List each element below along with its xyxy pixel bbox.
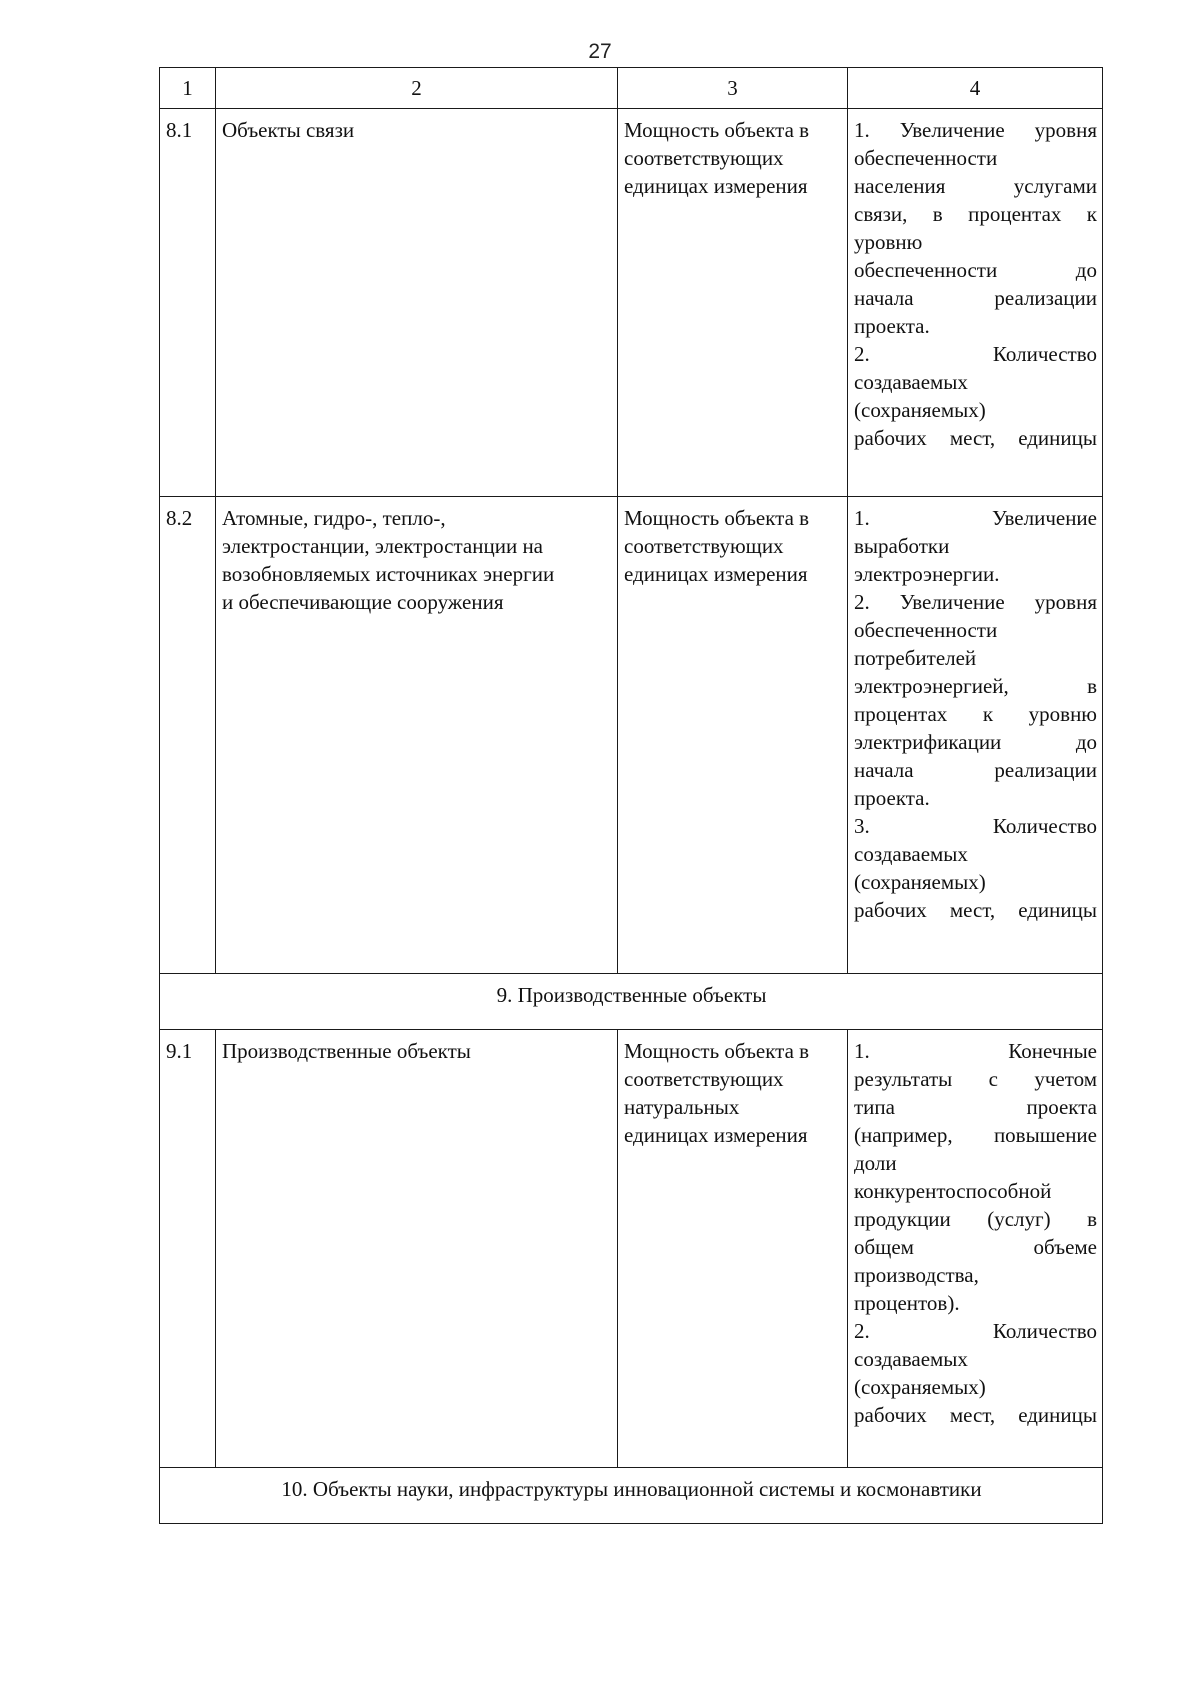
measure-line: Мощность объекта в: [624, 506, 810, 530]
result-line: рабочих мест, единицы: [854, 1403, 1097, 1427]
results-table: [159, 67, 1103, 1524]
result-line: 2. Увеличение уровня: [854, 590, 1097, 614]
measure-line: Мощность объекта в: [624, 118, 810, 142]
result-line: результаты с учетом: [854, 1067, 1097, 1091]
result-line: обеспеченности до: [854, 258, 1097, 282]
result-line: процентах к уровню: [854, 702, 1097, 726]
result-line: 1. Конечные: [854, 1039, 1097, 1063]
result-line: проекта.: [854, 314, 930, 338]
result-line: 2. Количество: [854, 1319, 1097, 1343]
measure-line: соответствующих: [624, 1067, 784, 1091]
result-line: создаваемых: [854, 370, 968, 394]
result-line: создаваемых: [854, 842, 968, 866]
result-line: выработки: [854, 534, 950, 558]
result-line: электроэнергией, в: [854, 674, 1097, 698]
result-line: рабочих мест, единицы: [854, 426, 1097, 450]
result-line: проекта.: [854, 786, 930, 810]
object-type-line: и обеспечивающие сооружения: [222, 590, 504, 614]
result-line: электрификации до: [854, 730, 1097, 754]
column-header: 3: [618, 68, 848, 109]
measure-line: единицах измерения: [624, 174, 808, 198]
page-number: 27: [588, 40, 612, 63]
result-line: электроэнергии.: [854, 562, 1000, 586]
row-number: 8.2: [160, 497, 216, 974]
result-line: продукции (услуг) в: [854, 1207, 1097, 1231]
result-line: 1. Увеличение уровня: [854, 118, 1097, 142]
section-heading: 10. Объекты науки, инфраструктуры инновационной системы и космонавтики: [160, 1468, 1103, 1524]
result-line: (например, повышение: [854, 1123, 1097, 1147]
object-type-cell: [216, 109, 618, 497]
section-heading: 9. Производственные объекты: [160, 974, 1103, 1030]
result-line: создаваемых: [854, 1347, 968, 1371]
result-line: (сохраняемых): [854, 870, 986, 894]
result-line: 2. Количество: [854, 342, 1097, 366]
measure-line: единицах измерения: [624, 562, 808, 586]
measure-line: соответствующих: [624, 534, 784, 558]
result-line: обеспеченности: [854, 146, 998, 170]
measure-line: соответствующих: [624, 146, 784, 170]
result-line: начала реализации: [854, 758, 1097, 782]
measure-line: Мощность объекта в: [624, 1039, 810, 1063]
measure-cell: [618, 109, 848, 497]
result-line: процентов).: [854, 1291, 960, 1315]
section-row: [160, 974, 1103, 1030]
result-line: доли: [854, 1151, 897, 1175]
result-line: 3. Количество: [854, 814, 1097, 838]
results-cell: [848, 1030, 1103, 1468]
row-number: 8.1: [160, 109, 216, 497]
result-line: (сохраняемых): [854, 1375, 986, 1399]
column-header: 2: [216, 68, 618, 109]
result-line: (сохраняемых): [854, 398, 986, 422]
result-line: общем объеме: [854, 1235, 1097, 1259]
results-cell: [848, 497, 1103, 974]
object-type-cell: [216, 1030, 618, 1468]
row-number: 9.1: [160, 1030, 216, 1468]
result-line: населения услугами: [854, 174, 1097, 198]
result-line: конкурентоспособной: [854, 1179, 1052, 1203]
measure-cell: [618, 1030, 848, 1468]
object-type-cell: [216, 497, 618, 974]
result-line: 1. Увеличение: [854, 506, 1097, 530]
table-row: [160, 1030, 1103, 1468]
table-row: [160, 109, 1103, 497]
measure-cell: [618, 497, 848, 974]
result-line: связи, в процентах к: [854, 202, 1097, 226]
column-header: 4: [848, 68, 1103, 109]
object-type-line: Атомные, гидро-, тепло-,: [222, 506, 446, 530]
table-header-row: [160, 68, 1103, 109]
object-type-text: Объекты связи: [222, 118, 355, 142]
measure-line: натуральных: [624, 1095, 740, 1119]
result-line: рабочих мест, единицы: [854, 898, 1097, 922]
result-line: уровню: [854, 230, 923, 254]
result-line: потребителей: [854, 646, 977, 670]
measure-line: единицах измерения: [624, 1123, 808, 1147]
result-line: начала реализации: [854, 286, 1097, 310]
result-line: обеспеченности: [854, 618, 998, 642]
object-type-line: электростанции, электростанции на: [222, 534, 543, 558]
results-cell: [848, 109, 1103, 497]
column-header: 1: [160, 68, 216, 109]
result-line: типа проекта: [854, 1095, 1097, 1119]
object-type-text: Производственные объекты: [222, 1039, 471, 1063]
object-type-line: возобновляемых источниках энергии: [222, 562, 555, 586]
result-line: производства,: [854, 1263, 979, 1287]
section-row: [160, 1468, 1103, 1524]
table-row: [160, 497, 1103, 974]
